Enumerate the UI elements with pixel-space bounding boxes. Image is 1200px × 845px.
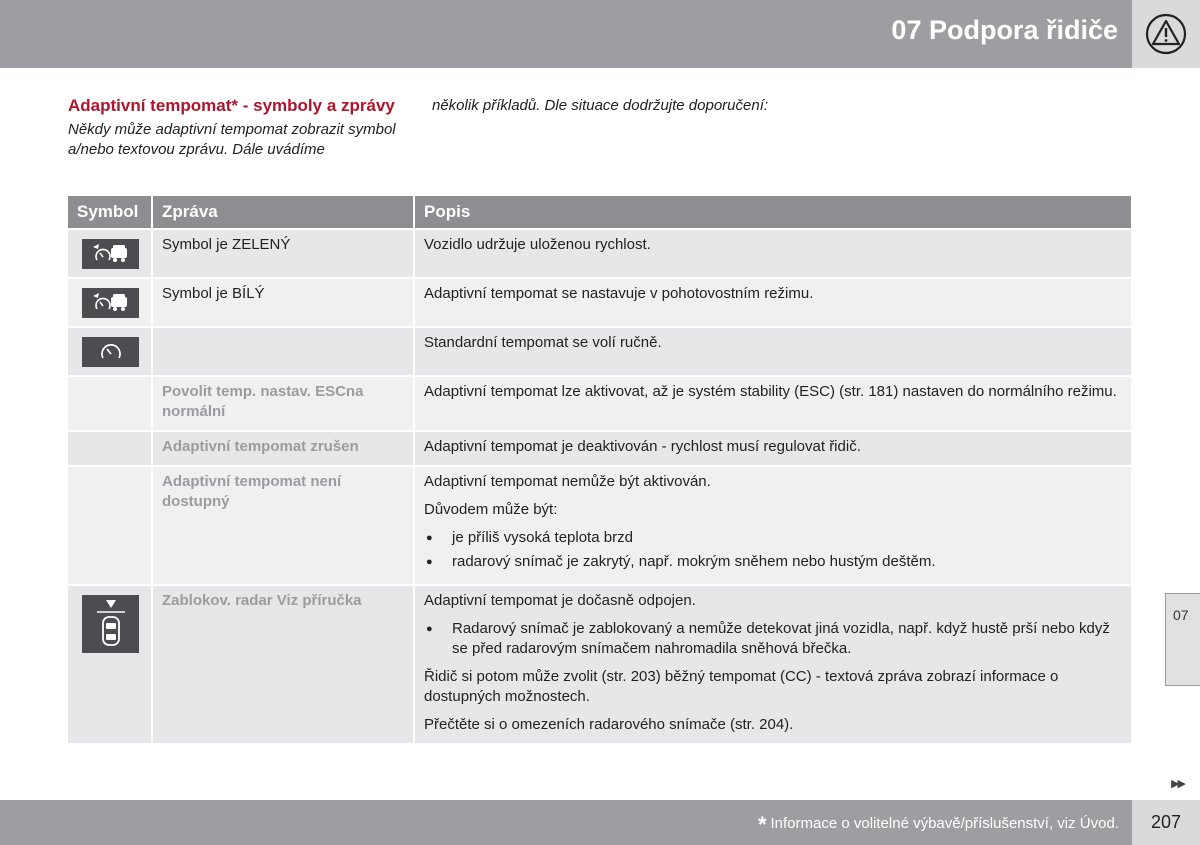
reason-list — [424, 528, 1122, 572]
page-number: 207 — [1132, 800, 1200, 845]
symbol-cell — [68, 377, 153, 430]
table-row — [68, 230, 1131, 277]
symbols-messages-table — [68, 194, 1131, 745]
description-cell: Adaptivní tempomat lze aktivovat, až je systém stability (ESC) (str. 181) nastaven do normálního režimu. — [415, 377, 1131, 430]
chapter-side-tab: 07 — [1165, 593, 1200, 686]
list-item: ● Radarový snímač je zablokovaný a nemůže detekovat jiná vozidla, např. když hustě prší nebo když se před radarovým snímačem nahromadila sněhová břečka. — [424, 619, 1122, 659]
table-row — [68, 467, 1131, 584]
footnote-star: * — [757, 812, 767, 837]
description-cell — [415, 467, 1131, 584]
symbol-cell — [68, 328, 153, 375]
message-cell: Symbol je BÍLÝ — [153, 279, 415, 326]
description-text: Důvodem může být: — [424, 501, 558, 518]
header-message: Zpráva — [153, 196, 415, 228]
warning-triangle-icon — [1145, 13, 1187, 55]
next-page-arrows-icon: ▶▶ — [1171, 778, 1184, 790]
message-cell — [153, 586, 415, 743]
symbol-cell — [68, 279, 153, 326]
description-cell: Standardní tempomat se volí ručně. — [415, 328, 1131, 375]
message-cell: Symbol je ZELENÝ — [153, 230, 415, 277]
intro-left-column — [68, 96, 408, 160]
table-row — [68, 328, 1131, 375]
symbol-cell — [68, 586, 153, 743]
intro-right-column — [432, 96, 772, 116]
description-text: Řidič si potom může zvolit (str. 203) běžný tempomat (CC) - textová zpráva zobrazí informace o dostupných možnostech. — [424, 668, 1059, 705]
symbol-cell — [68, 467, 153, 584]
table-row — [68, 279, 1131, 326]
page-header — [0, 0, 1200, 68]
message-cell — [153, 467, 415, 584]
message-cell — [153, 377, 415, 430]
display-message: Adaptivní tempomat není dostupný — [162, 473, 342, 510]
list-item: ● je příliš vysoká teplota brzd — [424, 528, 1122, 548]
description-cell: Adaptivní tempomat je deaktivován - rychlost musí regulovat řidič. — [415, 432, 1131, 465]
speedometer-icon — [82, 337, 139, 367]
radar-blocked-icon — [82, 595, 139, 653]
description-text: Přečtěte si o omezeních radarového snímače (str. 204). — [424, 716, 794, 733]
table-row — [68, 377, 1131, 430]
intro-text: Někdy může adaptivní tempomat zobrazit symbol a/nebo textovou zprávu. Dále uvádíme — [68, 121, 396, 158]
table-header-row — [68, 196, 1131, 228]
car-speedometer-icon — [82, 239, 139, 269]
header-description: Popis — [415, 196, 1131, 228]
footnote-text: Informace o volitelné výbavě/příslušenství, viz Úvod. — [770, 815, 1119, 832]
table-row — [68, 432, 1131, 465]
symbol-cell — [68, 432, 153, 465]
section-title: Adaptivní tempomat* - symboly a zprávy — [68, 96, 395, 115]
description-cell: Vozidlo udržuje uloženou rychlost. — [415, 230, 1131, 277]
display-message: Zablokov. radar Viz příručka — [162, 592, 362, 609]
message-cell — [153, 328, 415, 375]
description-cell — [415, 586, 1131, 743]
header-symbol: Symbol — [68, 196, 153, 228]
message-cell — [153, 432, 415, 465]
list-item: ● radarový snímač je zakrytý, např. mokrým sněhem nebo hustým deštěm. — [424, 552, 1122, 572]
footnote — [758, 812, 1119, 838]
page-footer — [0, 800, 1200, 845]
description-text: Adaptivní tempomat je dočasně odpojen. — [424, 592, 696, 609]
description-text: Adaptivní tempomat nemůže být aktivován. — [424, 473, 711, 490]
chapter-title: 07 Podpora řidiče — [891, 15, 1118, 45]
cause-list — [424, 619, 1122, 659]
description-cell: Adaptivní tempomat se nastavuje v pohotovostním režimu. — [415, 279, 1131, 326]
display-message: Adaptivní tempomat zrušen — [162, 438, 359, 455]
car-speedometer-icon — [82, 288, 139, 318]
symbol-cell — [68, 230, 153, 277]
table-row — [68, 586, 1131, 743]
display-message: Povolit temp. nastav. ESCna normální — [162, 383, 364, 420]
intro-text-continued: několik příkladů. Dle situace dodržujte doporučení: — [432, 97, 769, 114]
header-icon-box — [1132, 0, 1200, 68]
